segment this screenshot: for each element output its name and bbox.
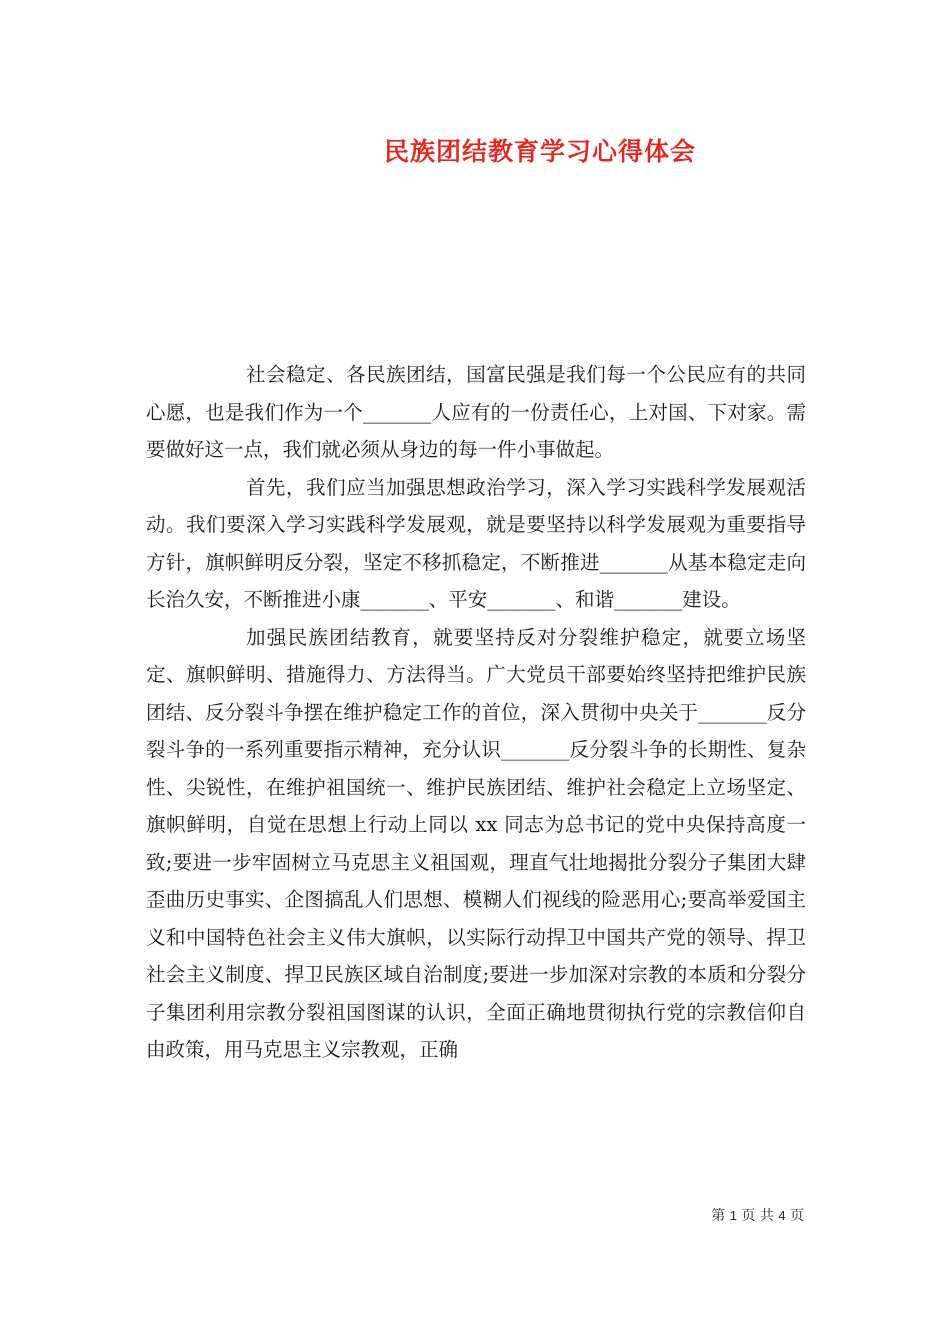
document-title: 民族团结教育学习心得体会 <box>383 137 696 166</box>
footer-middle: 页 共 <box>741 1208 774 1224</box>
footer-suffix: 页 <box>790 1208 804 1224</box>
paragraph: 首先，我们应当加强思想政治学习，深入学习实践科学发展观活动。我们要深入学习实践科学发展观，就是要坚持以科学发展观为重要指导方针，旗帜鲜明反分裂，坚定不移抓稳定，不断推进_______从基本稳定走向长治久安，不断推进小康_______、平安_______、和谐_______建设。 <box>146 475 806 611</box>
total-page-count: 4 <box>778 1208 786 1223</box>
document-body <box>146 356 806 1069</box>
current-page-number: 1 <box>729 1208 737 1223</box>
paragraph: 社会稳定、各民族团结，国富民强是我们每一个公民应有的共同心愿，也是我们作为一个_______人应有的一份责任心，上对国、下对家。需要做好这一点，我们就必须从身边的每一件小事做起。 <box>146 363 806 461</box>
paragraph: 加强民族团结教育，就要坚持反对分裂维护稳定，就要立场坚定、旗帜鲜明、措施得力、方法得当。广大党员干部要始终坚持把维护民族团结、反分裂斗争摆在维护稳定工作的首位，深入贯彻中央关于_______反分裂斗争的一系列重要指示精神，充分认识_______反分裂斗争的长期性、复杂性、尖锐性，在维护祖国统一、维护民族团结、维护社会稳定上立场坚定、旗帜鲜明，自觉在思想上行动上同以 xx 同志为总书记的党中央保持高度一致;要进一步牢固树立马克思主义祖国观，理直气壮地揭批分裂分子集团大肆歪曲历史事实、企图搞乱人们思想、模糊人们视线的险恶用心;要高举爱国主义和中国特色社会主义伟大旗帜，以实际行动捍卫中国共产党的领导、捍卫社会主义制度、捍卫民族区域自治制度;要进一步加深对宗教的本质和分裂分子集团利用宗教分裂祖国图谋的认识，全面正确地贯彻执行党的宗教信仰自由政策，用马克思主义宗教观，正确 <box>146 625 806 1061</box>
page-footer <box>711 1205 804 1225</box>
footer-prefix: 第 <box>711 1208 726 1224</box>
